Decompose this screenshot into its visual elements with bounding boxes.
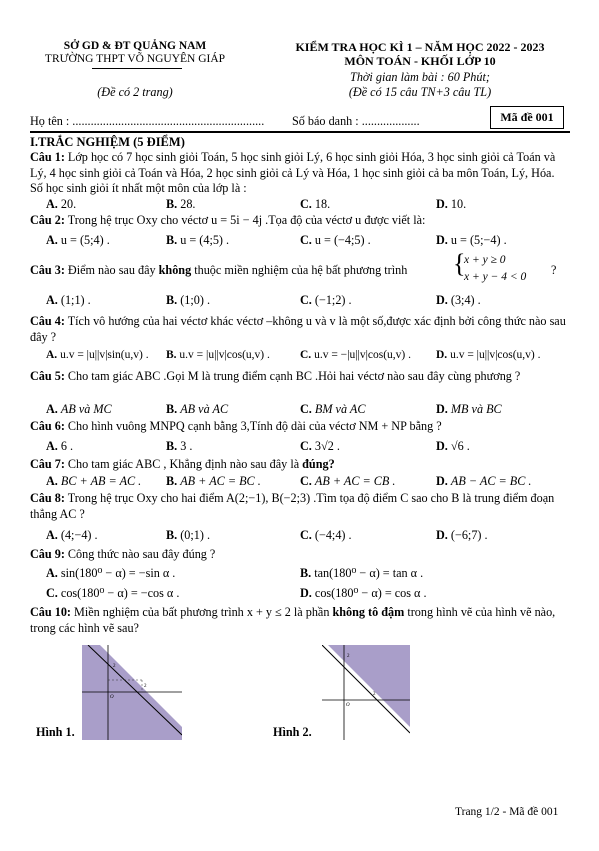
option-text: BC + AB = AC .	[60, 474, 142, 488]
option-text: 18.	[314, 197, 331, 211]
option-text: u.v = |u||v|cos(u,v) .	[179, 349, 270, 361]
q4-option-c[interactable]	[300, 349, 411, 361]
option-text: u = (5;4) .	[60, 233, 110, 247]
option-text: 6 .	[60, 439, 74, 453]
q3-text-after: thuộc miền nghiệm của hệ bất phương trình	[191, 263, 408, 277]
q1-option-b[interactable]	[166, 197, 195, 212]
q8-option-a[interactable]	[46, 528, 98, 543]
q1-text: Lớp học có 7 học sinh giỏi Toán, 5 học sinh giỏi Lý, 6 học sinh giỏi Hóa, 3 học sinh giỏi cả Toán và Lý, 4 học sinh giỏi cả Toán và Hóa, 2 học sinh giỏi cả Lý và Hóa, 1 học sinh giỏi cả ba môn Toán, Lý, Hóa. Số học sinh giỏi ít nhất một môn của lớp là :	[30, 150, 556, 195]
option-text: u = (4;5) .	[180, 233, 230, 247]
question-2	[30, 213, 570, 229]
pages-note: (Đề có 2 trang)	[97, 85, 173, 99]
q10-text-after: trong hình vẽ của hình vẽ nào, trong các hình vẽ sau?	[30, 605, 556, 635]
sbd-field: Số báo danh : ...................	[292, 114, 420, 128]
q3-option-a[interactable]	[46, 293, 91, 308]
q3-option-c[interactable]	[300, 293, 352, 308]
figure-1-label-2x: 2	[144, 684, 147, 689]
q4-option-a[interactable]	[46, 349, 149, 361]
q2-text: Trong hệ trục Oxy cho véctơ u = 5i − 4j .Tọa độ của véctơ u được viết là:	[64, 213, 426, 227]
option-text: AB + AC = BC .	[180, 474, 261, 488]
q1-option-c[interactable]	[300, 197, 330, 212]
q9-option-a[interactable]	[46, 566, 175, 581]
question-6	[30, 419, 570, 435]
option-label: D.	[300, 586, 312, 600]
q3-option-d[interactable]	[436, 293, 481, 308]
option-label: A.	[46, 566, 58, 580]
q10-number: Câu 10:	[30, 605, 71, 619]
option-label: B.	[300, 566, 312, 580]
option-text: tan(180⁰ − α) = tan α .	[314, 566, 424, 580]
option-label: C.	[300, 197, 312, 211]
option-label: C.	[300, 349, 312, 361]
option-label: A.	[46, 528, 58, 542]
option-label: B.	[166, 197, 178, 211]
option-text: AB − AC = BC .	[450, 474, 532, 488]
option-text: 3 .	[180, 439, 193, 453]
q9-option-c[interactable]	[46, 586, 179, 601]
q8-option-c[interactable]	[300, 528, 352, 543]
option-text: (0;1) .	[180, 528, 211, 542]
option-label: B.	[166, 439, 178, 453]
option-text: u = (−4;5) .	[314, 233, 371, 247]
section-divider	[30, 131, 570, 133]
q10-bold: không tô đậm	[332, 605, 405, 619]
figure-2-label-o: O	[346, 703, 350, 708]
option-label: A.	[46, 349, 58, 361]
option-label: D.	[436, 293, 448, 307]
q1-option-a[interactable]	[46, 197, 76, 212]
figure-2-graph	[322, 645, 410, 740]
option-text: cos(180⁰ − α) = −cos α .	[60, 586, 180, 600]
q5-text: Cho tam giác ABC .Gọi M là trung điểm cạnh BC .Hỏi hai véctơ nào sau đây cùng phương ?	[64, 369, 521, 383]
q3-text-before: Điểm nào sau đây	[64, 263, 159, 277]
option-text: u.v = |u||v|sin(u,v) .	[60, 349, 149, 361]
option-text: u = (5;−4) .	[450, 233, 507, 247]
option-text: (4;−4) .	[60, 528, 98, 542]
q2-option-a[interactable]	[46, 233, 110, 248]
q8-option-d[interactable]	[436, 528, 488, 543]
option-label: B.	[166, 474, 178, 488]
option-text: 28.	[180, 197, 196, 211]
question-7	[30, 457, 570, 473]
q2-number: Câu 2:	[30, 213, 65, 227]
q4-text: Tích vô hướng của hai véctơ khác véctơ –không u và v là một số,được xác định bởi công thức nào sau đây ?	[30, 314, 566, 344]
q6-option-b[interactable]	[166, 439, 192, 454]
option-text: u.v = |u||v|cos(u,v) .	[450, 349, 541, 361]
q6-text: Cho hình vuông MNPQ cạnh bằng 3,Tính độ dài của véctơ NM + NP bằng ?	[64, 419, 442, 433]
q7-option-d[interactable]	[436, 474, 531, 489]
q7-bold: đúng?	[302, 457, 335, 471]
header-divider	[92, 68, 182, 69]
q5-option-d[interactable]	[436, 402, 502, 417]
duration-line: Thời gian làm bài : 60 Phút;	[350, 70, 490, 84]
system-brace: {	[453, 249, 466, 278]
composition-line: (Đề có 15 câu TN+3 câu TL)	[348, 85, 492, 99]
q4-number: Câu 4:	[30, 314, 65, 328]
option-text: sin(180⁰ − α) = −sin α .	[60, 566, 176, 580]
figure-1-label-2y: 2	[113, 664, 116, 669]
name-field: Họ tên : ...............................................................	[30, 114, 265, 128]
question-9	[30, 547, 570, 563]
option-label: B.	[166, 528, 178, 542]
q3-bold: không	[158, 263, 192, 277]
subject-line: MÔN TOÁN - KHỐI LỚP 10	[344, 54, 496, 68]
q6-option-d[interactable]	[436, 439, 470, 454]
option-text: (3;4) .	[450, 293, 481, 307]
option-label: C.	[300, 439, 312, 453]
q3-option-b[interactable]	[166, 293, 210, 308]
department-name: SỞ GD & ĐT QUẢNG NAM	[63, 40, 207, 52]
option-label: A.	[46, 402, 58, 416]
q7-option-b[interactable]	[166, 474, 261, 489]
option-label: A.	[46, 197, 58, 211]
q10-text-before: Miền nghiệm của bất phương trình x + y ≤ 2 là phần	[70, 605, 333, 619]
q1-number: Câu 1:	[30, 150, 65, 164]
section-title: I.TRẮC NGHIỆM (5 ĐIỂM)	[30, 135, 185, 149]
q5-option-a[interactable]	[46, 402, 112, 417]
question-10	[30, 605, 570, 636]
q2-option-c[interactable]	[300, 233, 371, 248]
system-line-2: x + y − 4 < 0	[464, 271, 527, 283]
q9-number: Câu 9:	[30, 547, 65, 561]
option-label: B.	[166, 293, 178, 307]
option-text: u.v = −|u||v|cos(u,v) .	[314, 349, 411, 361]
option-text: BM và AC	[314, 402, 366, 416]
option-label: D.	[436, 439, 448, 453]
option-text: (−1;2) .	[314, 293, 352, 307]
q9-text: Công thức nào sau đây đúng ?	[64, 547, 216, 561]
option-text: AB và AC	[180, 402, 229, 416]
question-4	[30, 314, 570, 345]
option-label: A.	[46, 439, 58, 453]
option-text: (1;0) .	[180, 293, 211, 307]
option-text: cos(180⁰ − α) = cos α .	[314, 586, 427, 600]
q8-option-b[interactable]	[166, 528, 210, 543]
q1-option-d[interactable]	[436, 197, 466, 212]
exam-code: Mã đề 001	[500, 110, 554, 124]
option-text: 3√2 .	[314, 439, 340, 453]
option-text: (1;1) .	[60, 293, 91, 307]
q7-option-a[interactable]	[46, 474, 141, 489]
q2-option-b[interactable]	[166, 233, 229, 248]
exam-title: KIỂM TRA HỌC KÌ 1 – NĂM HỌC 2022 - 2023	[295, 40, 545, 54]
system-line-1: x + y ≥ 0	[464, 254, 506, 266]
figure-1-label-o: O	[110, 695, 114, 700]
figure-1-graph	[82, 645, 182, 740]
q8-text: Trong hệ trục Oxy cho hai điểm A(2;−1), B(−2;3) .Tìm tọa độ điểm C sao cho B là trung điểm đoạn thẳng AC ?	[30, 491, 555, 521]
q2-option-d[interactable]	[436, 233, 507, 248]
q6-option-a[interactable]	[46, 439, 73, 454]
option-label: B.	[166, 402, 178, 416]
q6-option-c[interactable]	[300, 439, 340, 454]
option-label: C.	[300, 233, 312, 247]
option-label: C.	[300, 293, 312, 307]
q7-text: Cho tam giác ABC , Khẳng định nào sau đây là	[64, 457, 303, 471]
q5-number: Câu 5:	[30, 369, 65, 383]
figure-1-caption: Hình 1.	[36, 725, 75, 739]
option-text: AB và MC	[60, 402, 112, 416]
q3-number: Câu 3:	[30, 263, 65, 277]
option-label: A.	[46, 293, 58, 307]
option-label: A.	[46, 474, 58, 488]
option-label: B.	[166, 233, 178, 247]
q5-option-c[interactable]	[300, 402, 365, 417]
q7-number: Câu 7:	[30, 457, 65, 471]
option-label: C.	[46, 586, 58, 600]
option-text: 10.	[450, 197, 467, 211]
option-label: D.	[436, 233, 448, 247]
exam-code-box	[490, 106, 564, 129]
q4-option-d[interactable]	[436, 349, 541, 361]
option-text: (−6;7) .	[450, 528, 488, 542]
school-name: TRƯỜNG THPT VÕ NGUYÊN GIÁP	[44, 53, 226, 65]
option-label: C.	[300, 528, 312, 542]
option-text: √6 .	[450, 439, 470, 453]
option-text: MB và BC	[450, 402, 502, 416]
question-3	[30, 263, 407, 278]
question-1	[30, 150, 570, 197]
option-label: C.	[300, 474, 312, 488]
q9-option-b[interactable]	[300, 566, 423, 581]
q5-option-b[interactable]	[166, 402, 228, 417]
option-text: AB + AC = CB .	[314, 474, 396, 488]
q6-number: Câu 6:	[30, 419, 65, 433]
figure-2-label-2y: 2	[347, 654, 350, 659]
option-label: C.	[300, 402, 312, 416]
q3-question-mark: ?	[551, 263, 557, 277]
figure-2-caption: Hình 2.	[273, 725, 312, 739]
figure-2-label-2x: 2	[373, 692, 376, 697]
q4-option-b[interactable]	[166, 349, 270, 361]
option-text: 20.	[60, 197, 77, 211]
q8-number: Câu 8:	[30, 491, 65, 505]
option-label: D.	[436, 402, 448, 416]
option-label: D.	[436, 197, 448, 211]
question-8	[30, 491, 570, 522]
option-label: B.	[166, 349, 177, 361]
question-5	[30, 369, 570, 385]
option-label: D.	[436, 474, 448, 488]
option-label: D.	[436, 349, 448, 361]
option-text: (−4;4) .	[314, 528, 352, 542]
q7-option-c[interactable]	[300, 474, 395, 489]
page-footer: Trang 1/2 - Mã đề 001	[455, 806, 559, 818]
q9-option-d[interactable]	[300, 586, 427, 601]
option-label: A.	[46, 233, 58, 247]
option-label: D.	[436, 528, 448, 542]
